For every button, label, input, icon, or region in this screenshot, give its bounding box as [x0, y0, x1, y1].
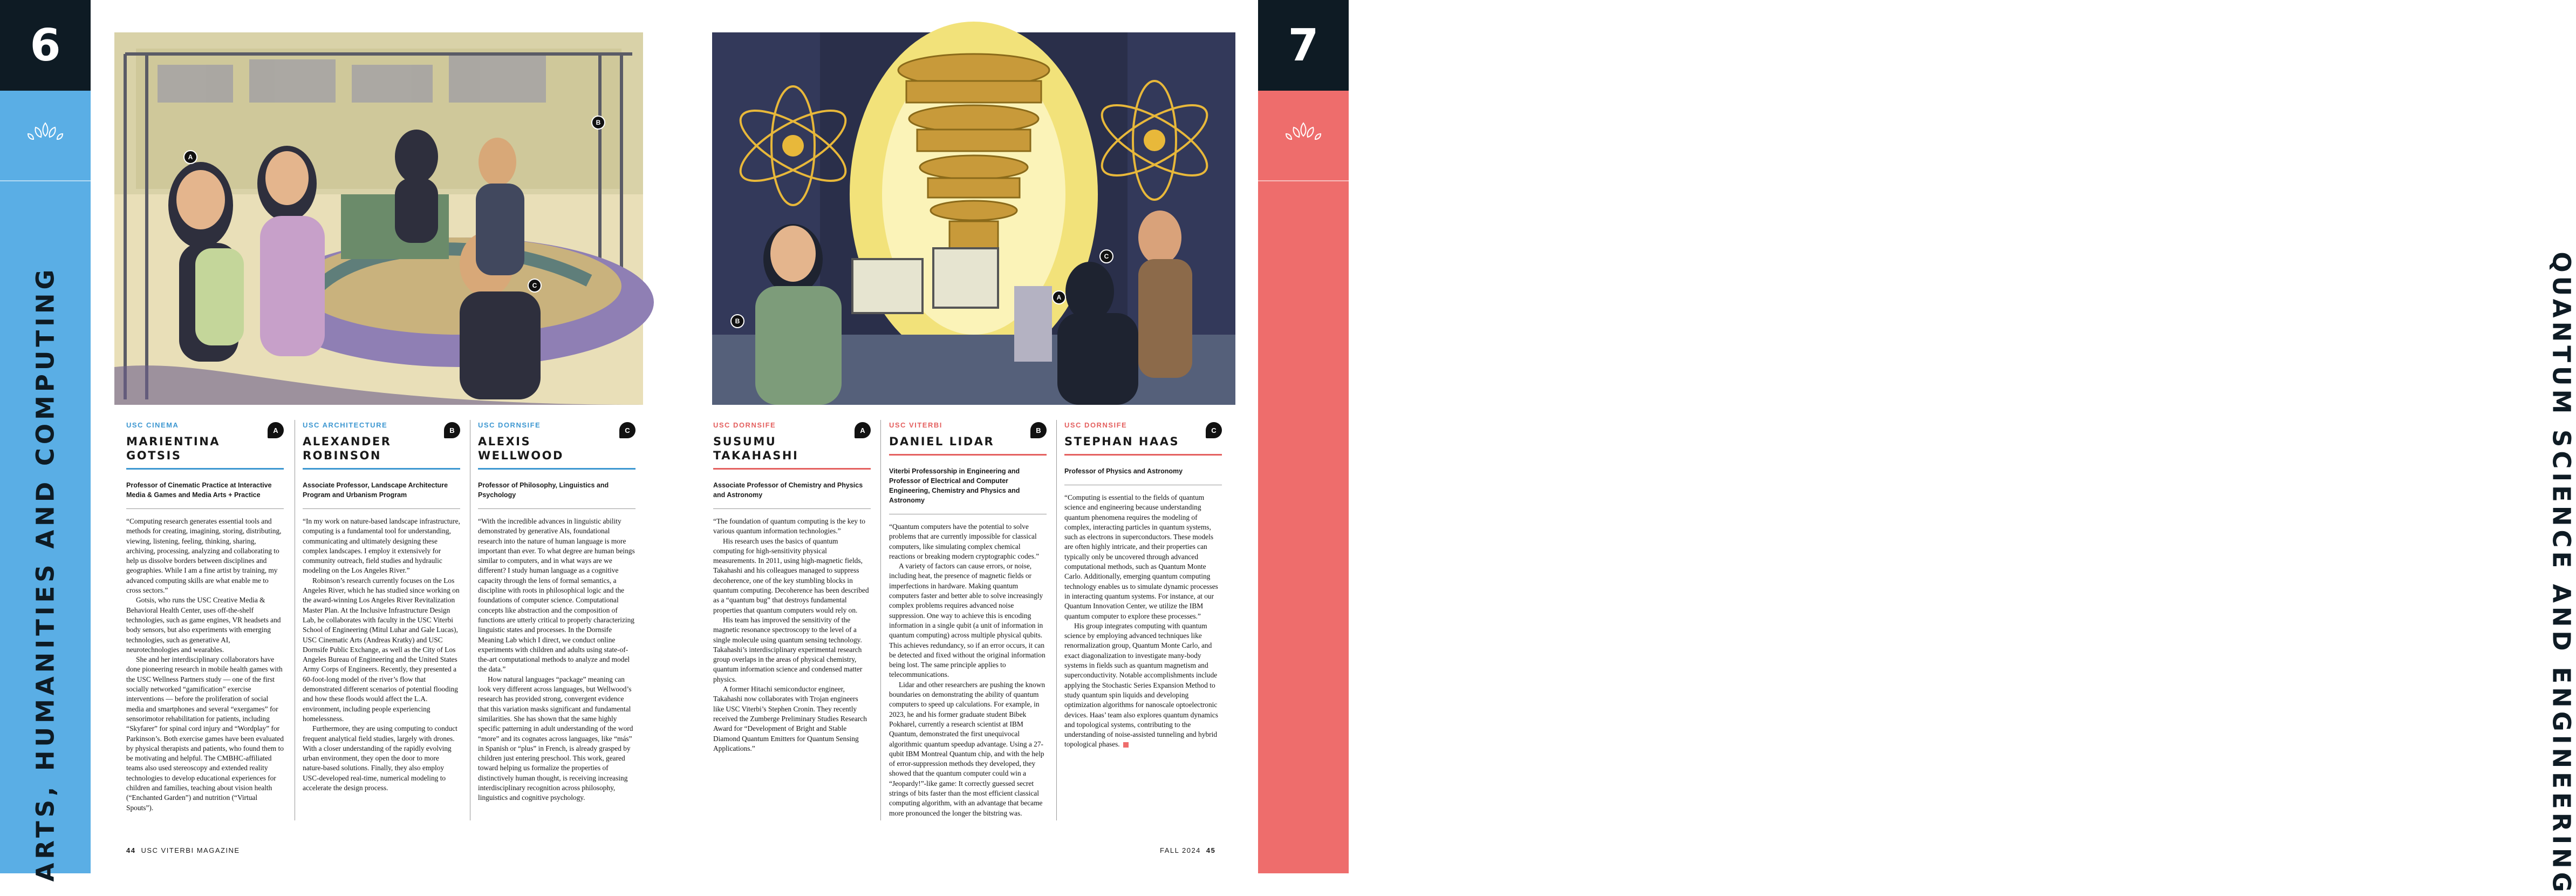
profile-column — [303, 421, 460, 793]
marker-a: A — [1052, 290, 1066, 304]
title-rule — [478, 508, 636, 509]
marker-a: A — [183, 150, 197, 164]
profile-body — [713, 517, 871, 754]
profile-name: SUSUMU TAKAHASHI — [713, 435, 799, 462]
body-paragraph: “Quantum computers have the potential to solve problems that are currently impossible for classical computers, like simulating complex chemical reactions or breaking modern cryptographic codes.” — [889, 522, 1040, 560]
profile-column — [126, 421, 284, 813]
name-rule — [713, 468, 871, 470]
profile-badge: B — [1030, 422, 1047, 438]
body-paragraph: “In my work on nature-based landscape infrastructure, computing is a fundamental tool for understanding, communicating and ultimately designing these complex landscapes. I employ it extensively for community outreach, field studies and hydraulic modeling on the Los Angeles River.” — [303, 517, 460, 575]
profile-unit: USC DORNSIFE — [713, 421, 776, 429]
profile-body — [126, 517, 284, 813]
profile-body — [303, 517, 460, 793]
leaf-ornament-icon — [24, 118, 67, 145]
body-paragraph: How natural languages “package” meaning can look very different across languages, but Wellwood’s research has provided strong, convergent evidence that this variation masks significant and fundamental similarities. She has shown that the same highly specific patterning in adult understanding of the word “more” and its cognates across languages, like “más” in Spanish or “plus” in French, is already grasped by children just entering preschool. This work, geared toward helping us formalize the properties of distinctively human thought, is receiving increasing interdisciplinary recognition across philosophy, linguistics and cognitive psychology. — [478, 675, 633, 802]
column-divider — [1056, 420, 1057, 820]
body-paragraph: “Computing is essential to the fields of quantum science and engineering because understanding quantum phenomena requires the modeling of complex, interacting particles in quantum systems, such as electrons in superconductors. These models are often highly intricate, and their properties can typically only be uncovered through advanced computational methods, such as Quantum Monte Carlo. Additionally, emerging quantum computing technology enables us to simulate dynamic processes in interacting quantum systems. For instance, at our Quantum Innovation Center, we utilize the IBM quantum computer to explore these processes.” — [1064, 493, 1218, 620]
profile-column — [889, 421, 1047, 818]
end-mark-icon — [1123, 742, 1129, 748]
body-paragraph: His research uses the basics of quantum computing for high-sensitivity physical measurements. In 2011, using high-magnetic fields, Takahashi and his colleagues managed to suppress decoherence, one of the key stumbling blocks in quantum computing. Decoherence has been described as a “quantum bug” that destroys fundamental properties that quantum computers would rely on. — [713, 537, 869, 614]
profile-badge: A — [855, 422, 871, 438]
marker-b: B — [591, 116, 605, 130]
right-folio — [1160, 846, 1221, 854]
title-rule — [303, 508, 460, 509]
section-number: 6 — [0, 0, 91, 91]
section-title: ARTS, HUMANITIES AND COMPUTING — [31, 266, 60, 882]
profile-body — [478, 517, 636, 803]
profile-title: Professor of Philosophy, Linguistics and Psychology — [478, 481, 609, 499]
profile-column — [1064, 421, 1222, 750]
body-paragraph: Lidar and other researchers are pushing the known boundaries on demonstrating the ability of quantum computers to speed up calculations. For example, in 2023, he and his former graduate student Bibek Pokharel, currently a research scientist at IBM Quantum, demonstrated the first unequivocal algorithmic quantum speedup advantage. Using a 27-qubit IBM Montreal Quantum chip, and with the help of error-suppression methods they developed, they showed that the quantum computer could win a “Jeopardy!”-like game: It correctly guessed secret strings of bits faster than the most efficient classical computing algorithm, with an advantage that became more pronounced the longer the bitstring was. — [889, 680, 1046, 817]
right-section-band — [1258, 0, 2576, 896]
profile-unit: USC DORNSIFE — [478, 421, 541, 429]
profile-unit: USC ARCHITECTURE — [303, 421, 388, 429]
name-rule — [889, 454, 1047, 456]
profile-column — [713, 421, 871, 754]
body-paragraph: His team has improved the sensitivity of the magnetic resonance spectroscopy to the level of a single molecule using quantum sensing technology. Takahashi’s interdisciplinary experimental research group overlaps in the areas of physical chemistry, quantum information science and condensed matter physics. — [713, 615, 863, 683]
name-rule — [126, 468, 284, 470]
profile-unit: USC DORNSIFE — [1064, 421, 1128, 429]
profile-badge: C — [619, 422, 636, 438]
profile-title: Associate Professor of Chemistry and Physics and Astronomy — [713, 481, 863, 499]
profile-badge: A — [268, 422, 284, 438]
profile-name: STEPHAN HAAS — [1064, 435, 1180, 448]
body-paragraph: A variety of factors can cause errors, or noise, including heat, the presence of magnetic fields or imperfections in hardware. Making quantum computers faster and better able to solve increasingly complex problems requires advanced noise suppression. One way to achieve this is encoding information in a single qubit (a unit of information in quantum computing) across multiple physical qubits. This achieves redundancy, so if an error occurs, it can be detected and fixed without the original information being lost. The same principle applies to telecommunications. — [889, 562, 1046, 679]
magazine-name: USC VITERBI MAGAZINE — [141, 846, 240, 854]
name-rule — [1064, 454, 1222, 456]
profile-title: Professor of Physics and Astronomy — [1064, 467, 1183, 475]
profile-column — [478, 421, 636, 803]
profile-badge: B — [444, 422, 460, 438]
body-paragraph: “The foundation of quantum computing is the key to various quantum information technologies.” — [713, 517, 865, 535]
body-paragraph: She and her interdisciplinary collaborators have done pioneering research in mobile health games with the USC Wellness Partners study — one of the first socially networked “gamification” exercise interventions — before the proliferation of social media and smartphones and several “exergames” for sensorimotor rehabilitation for patients, including “Skyfarer” for spinal cord injury and “Wordplay” for Parkinson’s. Both exercise games have been evaluated by physical therapists and patients, who found them to be motivating and helpful. The CMBHC-affiliated teams also used stereoscopy and extended reality technologies to develop educational experiences for children and families, teaching about vision health (“Enchanted Garden”) and nutrition (“Virtual Spouts”). — [126, 655, 284, 812]
body-paragraph: Furthermore, they are using computing to conduct frequent analytical field studies, largely with drones. With a closer understanding of the rapidly evolving urban environment, they open the door to more nature-based solutions. Finally, they also employ USC-developed real-time, numerical modeling to accelerate the design process. — [303, 724, 457, 792]
band-divider — [1258, 180, 1349, 181]
computing-lab-illustration — [114, 32, 643, 405]
marker-c: C — [528, 279, 542, 293]
profile-badge: C — [1206, 422, 1222, 438]
profile-body — [889, 522, 1047, 818]
title-rule — [713, 508, 871, 509]
section-number: 7 — [1258, 0, 1349, 91]
body-paragraph: “Computing research generates essential tools and methods for creating, imagining, storing, distributing, viewing, listening, feeling, thinking, sharing, archiving, processing, analyzing and collaborating to help us dissolve borders between disciplines and geographies. While I am a fine artist by training, my advanced computing skills are what enable me to cross sectors.” — [126, 517, 282, 595]
profile-title: Associate Professor, Landscape Architecture Program and Urbanism Program — [303, 481, 448, 499]
quantum-lab-illustration — [712, 32, 1235, 405]
section-title: QUANTUM SCIENCE AND ENGINEERING — [2547, 252, 2576, 896]
body-paragraph — [1064, 621, 1222, 750]
band-divider — [0, 180, 91, 181]
profile-title: Viterbi Professorship in Engineering and Professor of Electrical and Computer Engineering, Chemistry and Physics and Astronomy — [889, 467, 1020, 504]
profile-unit: USC VITERBI — [889, 421, 942, 429]
column-divider — [880, 420, 881, 820]
profile-name: DANIEL LIDAR — [889, 435, 995, 448]
profile-name: MARIENTINA GOTSIS — [126, 435, 221, 462]
profile-name: ALEXIS WELLWOOD — [478, 435, 564, 462]
body-text: His group integrates computing with quantum science by employing advanced techniques like renormalization group, Quantum Monte Carlo, and exact diagonalization to investigate many-body systems in fields such as quantum magnetism and superconductivity. Notable accomplishments include applying the Stochastic Series Expansion Method to study quantum spin liquids and developing optimization algorithms for nanoscale optoelectronic devices. Haas’ team also explores quantum dynamics and topological systems, contributing to the understanding of noise-assisted tunneling and hybrid topological phases. — [1064, 621, 1218, 749]
profile-unit: USC CINEMA — [126, 421, 179, 429]
leaf-ornament-icon — [1282, 118, 1325, 145]
name-rule — [478, 468, 636, 470]
body-paragraph: A former Hitachi semiconductor engineer, Takahashi now collaborates with Trojan engineers like USC Viterbi’s Stephen Cronin. They recently received the Zumberge Preliminary Studies Research Award for “Development of Bright and Stable Diamond Quantum Emitters for Quantum Sensing Applications.” — [713, 685, 867, 752]
marker-b: B — [730, 314, 744, 328]
profile-title: Professor of Cinematic Practice at Interactive Media & Games and Media Arts + Practice — [126, 481, 272, 499]
issue-date: FALL 2024 — [1160, 846, 1201, 854]
profile-name: ALEXANDER ROBINSON — [303, 435, 392, 462]
body-paragraph: Gotsis, who runs the USC Creative Media & Behavioral Health Center, uses off-the-shelf technologies, such as game engines, VR headsets and body sensors, but also experiments with emerging technologies, such as generative AI, neurotechnologies and wearables. — [126, 596, 281, 654]
page-number: 45 — [1206, 846, 1216, 854]
profile-body — [1064, 493, 1222, 750]
title-rule — [126, 508, 284, 509]
body-paragraph: “With the incredible advances in linguistic ability demonstrated by generative AIs, foundational research into the nature of human language is more important than ever. To what degree are human beings similar to computers, and in what ways are we different? I study human language as a cognitive capacity through the lens of formal semantics, a discipline with roots in philosophical logic and the foundations of computer science. Computational concepts like abstraction and the composition of functions are utterly critical to properly characterizing linguistic states and processes. In the Dornsife Meaning Lab which I direct, we conduct online experiments with children and adults using state-of-the-art computational methods to analyze and model the data.” — [478, 517, 635, 674]
name-rule — [303, 468, 460, 470]
page-number: 44 — [126, 846, 136, 854]
left-folio — [126, 846, 240, 854]
marker-c: C — [1099, 249, 1113, 263]
body-paragraph: Robinson’s research currently focuses on the Los Angeles River, which he has studied since working on the award-winning Los Angeles River Revitalization Master Plan. At the Inclusive Infrastructure Design Lab, he collaborates with faculty in the USC Viterbi School of Engineering (Mitul Luhar and Gale Lucas), USC Cinematic Arts (Andreas Kratky) and USC Dornsife Public Exchange, as well as the City of Los Angeles Bureau of Engineering and the United States Army Corps of Engineers. Recently, they presented a 60-foot-long model of the river’s flow that demonstrated different scenarios of potential flooding and how these floods would affect the L.A. environment, including people experiencing homelessness. — [303, 576, 460, 723]
left-section-band — [0, 0, 91, 882]
